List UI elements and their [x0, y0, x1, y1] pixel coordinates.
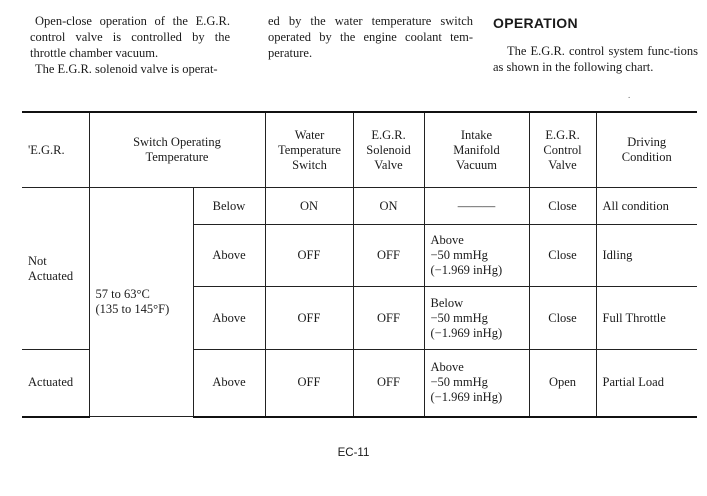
header-vacuum-label: Intake Manifold Vacuum: [453, 127, 500, 172]
vacuum-line: Above: [430, 233, 464, 247]
water-switch-state: OFF: [265, 287, 353, 350]
driving-condition: Full Throttle: [596, 287, 697, 350]
vacuum-line: −50 mmHg: [430, 310, 488, 325]
header-control-label: E.G.R. Control Valve: [543, 127, 582, 172]
paragraph-egr-control: Open-close operation of the E.G.R. control valve is controlled by the throttle chamber vacuum.: [30, 14, 230, 60]
water-switch-state: ON: [265, 188, 353, 225]
driving-condition: Partial Load: [596, 350, 697, 417]
control-valve-state: Close: [529, 225, 596, 287]
temperature-range-cell: [89, 188, 193, 417]
temp-condition: Above: [193, 287, 265, 350]
header-control-valve: [529, 112, 596, 188]
header-driving-label: Driving Condition: [621, 135, 672, 164]
header-water-label: Water Temperature Switch: [278, 127, 341, 172]
table-row: [22, 188, 697, 225]
control-valve-state: Close: [529, 188, 596, 225]
vacuum-value: [424, 188, 529, 225]
vacuum-line: −50 mmHg: [430, 375, 488, 390]
vacuum-line: −50 mmHg: [430, 248, 488, 262]
header-driving-condition: [596, 112, 697, 188]
text-column-1: [30, 13, 230, 77]
egr-state-actuated: Actuated: [22, 350, 89, 417]
vacuum-line: Below: [430, 295, 464, 310]
solenoid-state: OFF: [353, 287, 424, 350]
solenoid-state: OFF: [353, 225, 424, 287]
driving-condition: All condition: [596, 188, 697, 225]
header-water-temperature-switch: [265, 112, 353, 188]
water-switch-state: OFF: [265, 225, 353, 287]
text-column-3: [493, 13, 698, 75]
vacuum-value: [424, 225, 529, 287]
temp-condition: Above: [193, 225, 265, 287]
header-solenoid-label: E.G.R. Solenoid Valve: [366, 127, 411, 172]
temp-condition: Below: [193, 188, 265, 225]
driving-condition: Idling: [596, 225, 697, 287]
vacuum-line: (−1.969 inHg): [430, 263, 503, 277]
temp-condition: Above: [193, 350, 265, 417]
header-switch-temp-label: Switch Operating Temperature: [133, 135, 221, 164]
paragraph-solenoid-start: The E.G.R. solenoid valve is operat-: [35, 62, 218, 76]
paragraph-solenoid-continued: ed by the water temperature switch operated by the engine coolant tem-perature.: [268, 14, 473, 60]
header-egr: 'E.G.R.: [22, 112, 89, 188]
temp-range-fahrenheit: (135 to 145°F): [95, 302, 170, 316]
not-actuated-label: Not Actuated: [28, 253, 74, 283]
vacuum-line: (−1.969 inHg): [430, 325, 503, 340]
header-switch-operating-temperature: [89, 112, 265, 188]
header-solenoid-valve: [353, 112, 424, 188]
operation-heading: OPERATION: [493, 15, 578, 31]
paragraph-operation: The E.G.R. control system func-tions as shown in the following chart.: [493, 44, 698, 74]
text-column-2: [268, 13, 473, 61]
control-valve-state: Open: [529, 350, 596, 417]
table-header-row: [22, 112, 697, 188]
vacuum-value: [424, 350, 529, 417]
vacuum-line: (−1.969 inHg): [430, 390, 503, 405]
control-valve-state: Close: [529, 287, 596, 350]
egr-state-not-actuated: [22, 188, 89, 350]
header-intake-manifold-vacuum: [424, 112, 529, 188]
temp-range-celsius: 57 to 63°C: [95, 287, 150, 301]
vacuum-line: Above: [430, 360, 464, 375]
solenoid-state: OFF: [353, 350, 424, 417]
water-switch-state: OFF: [265, 350, 353, 417]
solenoid-state: ON: [353, 188, 424, 225]
vacuum-dash: ———: [457, 198, 496, 213]
page-number: EC-11: [337, 447, 370, 459]
vacuum-value: [424, 287, 529, 350]
stray-mark: .: [628, 90, 631, 100]
egr-operation-table: [22, 111, 697, 418]
